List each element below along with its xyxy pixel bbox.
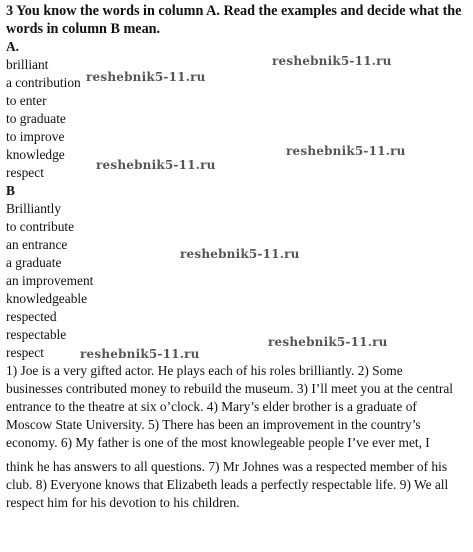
example-line: Moscow State University. 5) There has been an improvement in the country’s: [6, 417, 421, 432]
watermark-text: reshebnik5-11.ru: [268, 335, 388, 349]
watermark-text: reshebnik5-11.ru: [180, 247, 300, 261]
column-b-word: an improvement: [6, 273, 94, 288]
column-b-word: an entrance: [6, 237, 68, 252]
heading-line-1: 3 You know the words in column A. Read the examples and decide what the: [6, 3, 462, 19]
column-b-word: knowledgeable: [6, 291, 88, 306]
column-b-word: to contribute: [6, 219, 75, 234]
column-a-label: A.: [6, 39, 20, 54]
watermark-text: reshebnik5-11.ru: [80, 347, 200, 361]
column-a-word: to enter: [6, 93, 47, 108]
example-line: club. 8) Everyone knows that Elizabeth leads a perfectly respectable life. 9) We all: [6, 477, 449, 492]
column-a-word: brilliant: [6, 57, 49, 72]
column-b-word: a graduate: [6, 255, 62, 270]
example-line: 1) Joe is a very gifted actor. He plays each of his roles brilliantly. 2) Some: [6, 363, 403, 378]
column-a-word: respect: [6, 165, 44, 180]
heading-line-2: words in column B mean.: [6, 21, 161, 37]
example-line: economy. 6) My father is one of the most knowlegeable people I’ve ever met, I: [6, 435, 430, 450]
column-b-word: Brilliantly: [6, 201, 62, 216]
column-a-word: to improve: [6, 129, 65, 144]
column-b-label: B: [6, 183, 15, 198]
watermark-text: reshebnik5-11.ru: [86, 70, 206, 84]
column-b-word: respectable: [6, 327, 67, 342]
column-b-word: respect: [6, 345, 44, 360]
watermark-text: reshebnik5-11.ru: [286, 144, 406, 158]
watermark-text: reshebnik5-11.ru: [96, 158, 216, 172]
exercise-heading: [6, 2, 468, 38]
example-line: think he has answers to all questions. 7) Mr Johnes was a respected member of his: [6, 459, 448, 474]
example-line: entrance to the theatre at six o’clock. 4) Mary’s elder brother is a graduate of: [6, 399, 417, 414]
column-a-word: a contribution: [6, 75, 81, 90]
example-line: businesses contributed money to rebuild the museum. 3) I’ll meet you at the central: [6, 381, 453, 396]
watermark-text: reshebnik5-11.ru: [272, 54, 392, 68]
example-line: respect him for his devotion to his children.: [6, 495, 240, 510]
column-a-word: knowledge: [6, 147, 65, 162]
column-a-word: to graduate: [6, 111, 66, 126]
column-b-word: respected: [6, 309, 57, 324]
